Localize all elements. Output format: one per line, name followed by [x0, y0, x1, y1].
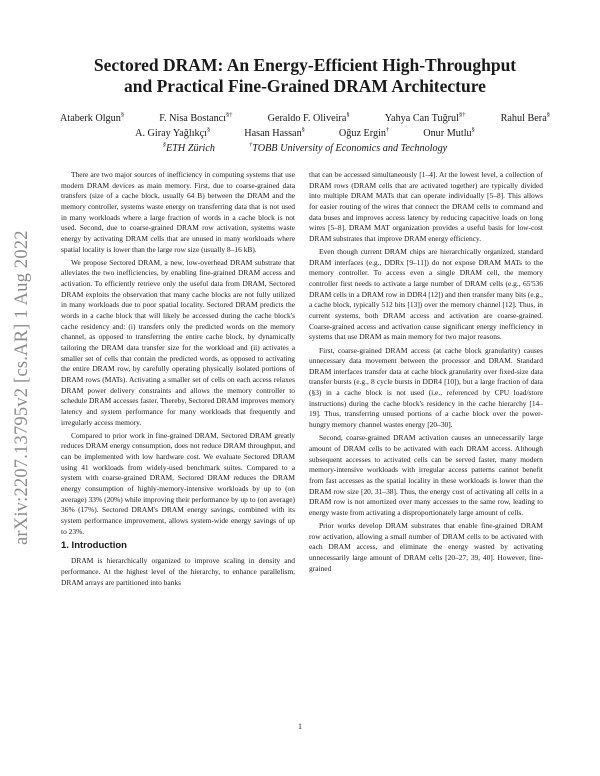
- author-block: [60, 111, 550, 156]
- arxiv-stamp: arXiv:2207.13795v2 [cs.AR] 1 Aug 2022: [12, 230, 32, 545]
- intro-paragraph-2: Even though current DRAM chips are hierarchically organized, standard DRAM interfaces (e.g., DDRx [9–11]) do not expose DRAM MATs to the memory controller. To access even a single DRAM cell, the memory controller first needs to activate a large number of DRAM cells (e.g., 65'536 DRAM cells in a DRAM row in DDR4 [12]) and then transfer many bits (e.g., a cache block, typically 512 bits [13]) over the memory channel [12]. Thus, in current systems, both DRAM access and activation are coarse-grained. Coarse-grained access and activation cause significant energy inefficiency in systems that use DRAM as main memory for two major reasons.: [309, 247, 543, 342]
- right-column: [309, 170, 543, 577]
- title-line-2: and Practical Fine-Grained DRAM Architecture: [124, 76, 486, 96]
- author: Geraldo F. Oliveira§: [267, 111, 350, 124]
- author: A. Giray Yağlıkçı§: [135, 126, 211, 139]
- author: Onur Mutlu§: [423, 126, 475, 139]
- intro-paragraph-3: First, coarse-grained DRAM access (at cache block granularity) causes unnecessary data movement between the processor and DRAM. Standard DRAM interfaces transfer data at cache block granularity over fixed-size data transfer bursts (e.g., 8 cycle bursts in DDR4 [10]), but a large fraction of data (§3) in a cache block is not used (i.e., referenced by CPU load/store instructions) during the cache block's residency in the cache hierarchy [14–19]. Thus, transferring unused portions of a cache block over the power-hungry memory channel wastes energy [20–30].: [309, 345, 543, 430]
- author: Hasan Hassan§: [244, 126, 305, 139]
- paper-title: [60, 55, 550, 97]
- author: Rahul Bera§: [500, 111, 550, 124]
- intro-paragraph-1: DRAM is hierarchically organized to improve scaling in density and performance. At the highest level of the hierarchy, to enhance parallelism, DRAM arrays are partitioned into banks: [61, 556, 295, 587]
- intro-paragraph-1-cont: that can be accessed simultaneously [1–4]. At the lowest level, a collection of DRAM rows (DRAM cells that are activated together) are typically divided into multiple DRAM MATs that can operate individually [5–8]. This allows for easier routing of the wires that connect the DRAM cells to command and data buses and improves access latency by reducing capacitive loads on long wires [5–8]. DRAM MAT organization provides a useful basis for low-cost DRAM substrates that improve DRAM energy efficiency.: [309, 170, 543, 243]
- section-heading-introduction: 1. Introduction: [61, 540, 127, 552]
- affiliations: [60, 141, 550, 156]
- page-number: 1: [298, 722, 302, 731]
- abstract-paragraph-1: There are two major sources of inefficiency in computing systems that use modern DRAM devices as main memory. First, due to coarse-grained data transfers (size of a cache block, usually 64 B) between the DRAM and the memory controller, systems waste energy on transferring data that is not used in many workloads where a large fraction of words in a cache block is not used. Second, due to coarse-grained DRAM row activation, systems waste energy by activating DRAM cells that are unused in many workloads where spatial locality is lower than the large row size (usually 8–16 kB).: [61, 170, 295, 254]
- intro-paragraph-5: Prior works develop DRAM substrates that enable fine-grained DRAM row activation, allowing a small number of DRAM cells to be activated with each DRAM access, and eliminate the energy wasted by activating unnecessarily large amount of DRAM cells [20–27, 39, 40]. However, fine-grained: [309, 521, 543, 573]
- affiliation: †TOBB University of Economics and Technology: [249, 141, 448, 154]
- author: F. Nisa Bostancı§†: [159, 111, 233, 124]
- abstract-paragraph-3: Compared to prior work in fine-grained DRAM, Sectored DRAM greatly reduces DRAM energy consumption, does not reduce DRAM throughput, and can be implemented with low hardware cost. We evaluate Sectored DRAM using 41 workloads from widely-used benchmark suites. Compared to a system with coarse-grained DRAM, Sectored DRAM reduces the DRAM energy consumption of highly-memory-intensive workloads by up to (on average) 33% (20%) while improving their performance by up to (on average) 36% (17%). Sectored DRAM's DRAM energy savings, combined with its system performance improvement, allows system-wide energy savings of up to 23%.: [61, 430, 295, 536]
- left-column: [61, 170, 295, 591]
- author: Oğuz Ergin†: [338, 126, 390, 139]
- affiliation: §ETH Zürich: [162, 141, 215, 154]
- author: Ataberk Olgun§: [60, 111, 125, 124]
- title-line-1: Sectored DRAM: An Energy-Efficient High-Throughput: [93, 55, 517, 75]
- abstract-paragraph-2: We propose Sectored DRAM, a new, low-overhead DRAM substrate that alleviates the two inefficiencies, by enabling fine-grained DRAM access and activation. To efficiently retrieve only the useful data from DRAM, Sectored DRAM exploits the observation that many cache blocks are not fully utilized in many workloads due to poor spatial locality. Sectored DRAM predicts the words in a cache block that will likely be accessed during the cache block's cache residency and: (i) transfers only the predicted words on the memory channel, as opposed to transferring the entire cache block, by dynamically tailoring the DRAM data transfer size for the workload and (ii) activates a smaller set of cells that contain the predicted words, as opposed to activating the entire DRAM row, by carefully operating physically isolated portions of DRAM rows (MATs). Activating a smaller set of cells on each access relaxes DRAM power delivery constraints and allows the memory controller to schedule DRAM accesses faster. Thereby, Sectored DRAM improves memory latency and system performance for many workloads that frequently and irregularly access memory.: [61, 257, 295, 427]
- authors-row-1: [60, 111, 550, 126]
- authors-row-2: [60, 126, 550, 141]
- intro-paragraph-4: Second, coarse-grained DRAM activation causes an unnecessarily large amount of DRAM cells to be activated with each DRAM access. Although subsequent accesses to activated cells can be served faster, many modern memory-intensive workloads with irregular access patterns cannot benefit from fast accesses as the spatial locality in these workloads is lower than the DRAM row size [20, 31–38]. Thus, the energy cost of activating all cells in a DRAM row is not amortized over many accesses to the same row, leading to energy waste from activating a disproportionately large amount of cells.: [309, 433, 543, 517]
- author: Yahya Can Tuğrul§†: [384, 111, 466, 124]
